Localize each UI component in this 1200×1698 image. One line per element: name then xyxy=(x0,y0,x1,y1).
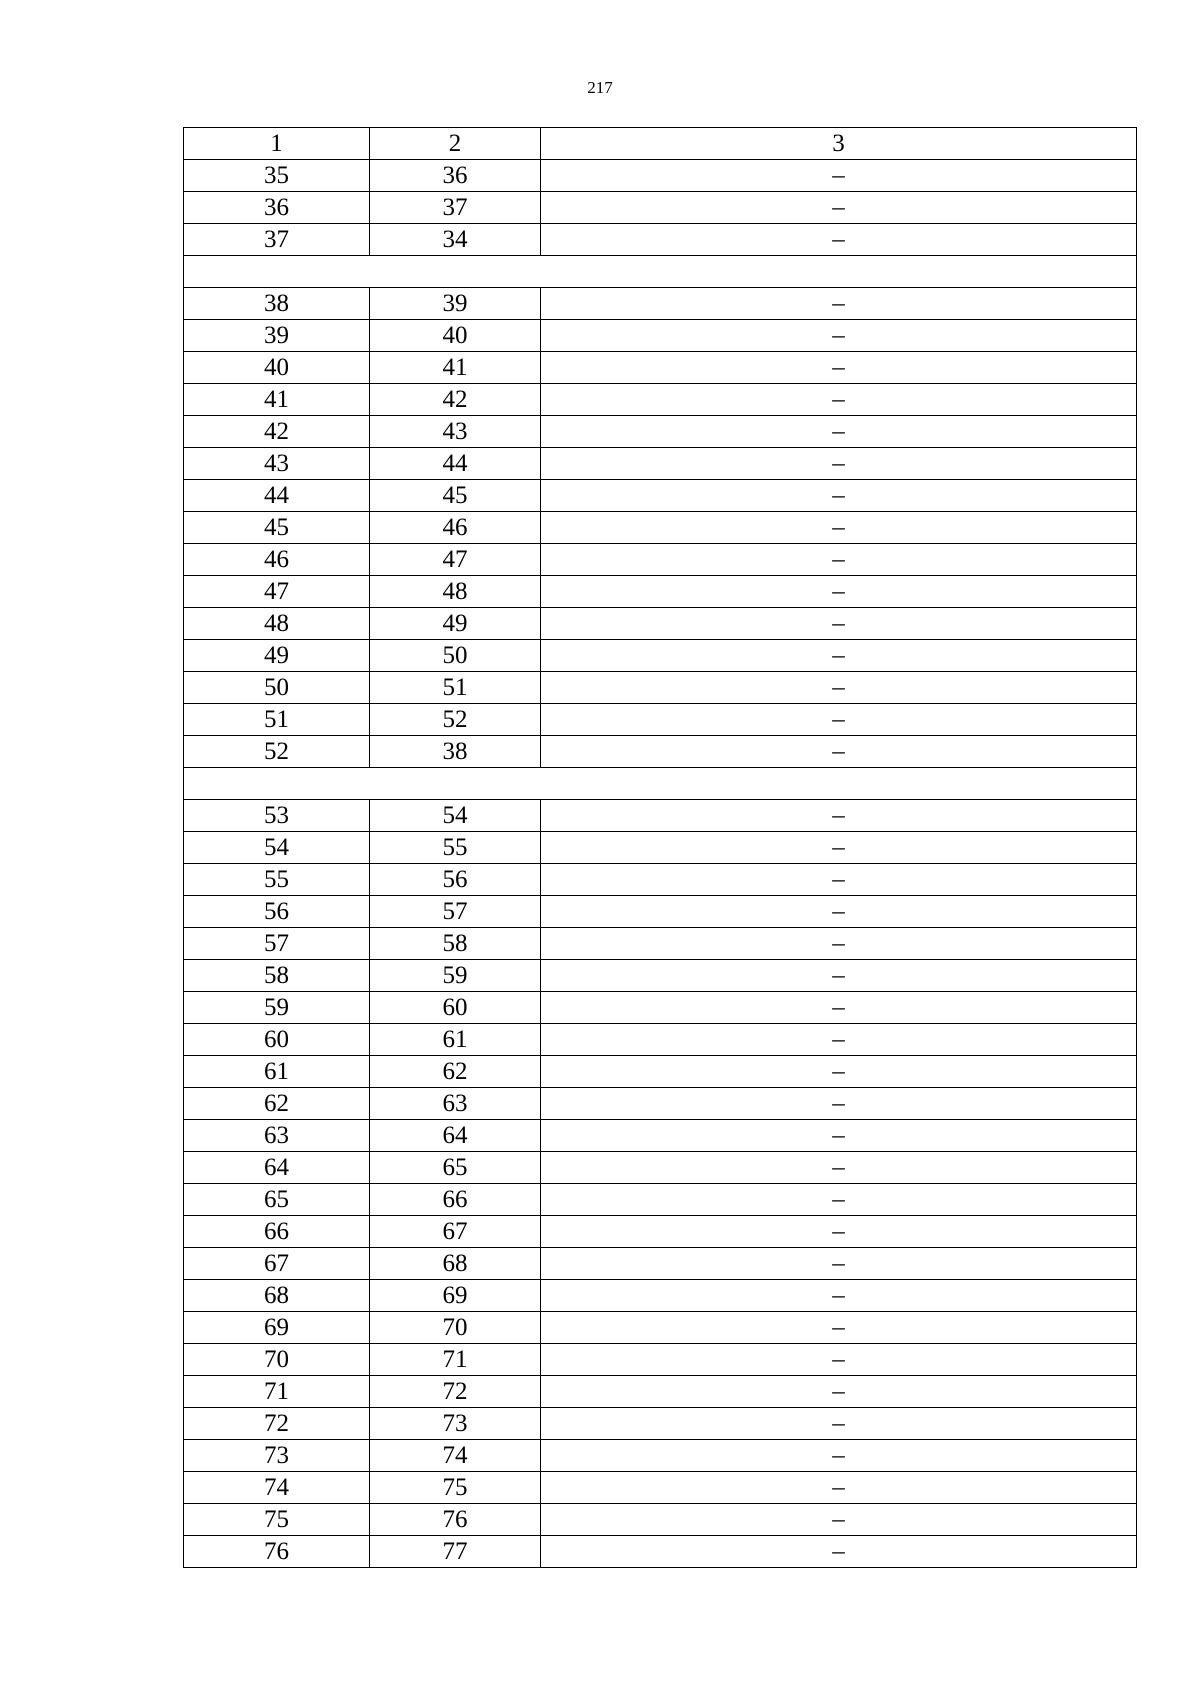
to-cell: 67 xyxy=(370,1216,541,1248)
to-cell: 52 xyxy=(370,704,541,736)
value-cell: – xyxy=(541,1344,1137,1376)
to-cell: 62 xyxy=(370,1056,541,1088)
value-cell: – xyxy=(541,992,1137,1024)
to-cell: 41 xyxy=(370,352,541,384)
table-body xyxy=(184,128,1137,1568)
value-cell: – xyxy=(541,672,1137,704)
from-cell: 73 xyxy=(184,1440,370,1472)
to-cell: 34 xyxy=(370,224,541,256)
from-cell: 38 xyxy=(184,288,370,320)
value-cell: – xyxy=(541,1440,1137,1472)
value-cell: – xyxy=(541,832,1137,864)
value-cell: – xyxy=(541,704,1137,736)
table-row xyxy=(184,448,1137,480)
from-cell: 42 xyxy=(184,416,370,448)
to-cell: 68 xyxy=(370,1248,541,1280)
value-cell: – xyxy=(541,864,1137,896)
table-row xyxy=(184,320,1137,352)
from-cell: 43 xyxy=(184,448,370,480)
table-row xyxy=(184,1248,1137,1280)
value-cell: – xyxy=(541,1312,1137,1344)
value-cell: – xyxy=(541,1120,1137,1152)
to-cell: 60 xyxy=(370,992,541,1024)
from-cell: 64 xyxy=(184,1152,370,1184)
to-cell: 40 xyxy=(370,320,541,352)
value-cell: – xyxy=(541,192,1137,224)
value-cell: – xyxy=(541,1216,1137,1248)
value-cell: – xyxy=(541,1504,1137,1536)
to-cell: 69 xyxy=(370,1280,541,1312)
data-table xyxy=(183,127,1137,1568)
from-cell: 70 xyxy=(184,1344,370,1376)
value-cell: – xyxy=(541,800,1137,832)
to-cell: 47 xyxy=(370,544,541,576)
from-cell: 63 xyxy=(184,1120,370,1152)
value-cell: – xyxy=(541,224,1137,256)
table-row xyxy=(184,576,1137,608)
table-row xyxy=(184,1120,1137,1152)
value-cell: – xyxy=(541,512,1137,544)
table-row xyxy=(184,1344,1137,1376)
table-row xyxy=(184,352,1137,384)
from-cell: 55 xyxy=(184,864,370,896)
value-cell: – xyxy=(541,384,1137,416)
to-cell: 59 xyxy=(370,960,541,992)
table-row xyxy=(184,608,1137,640)
value-cell: – xyxy=(541,1280,1137,1312)
to-cell: 55 xyxy=(370,832,541,864)
value-cell: – xyxy=(541,1184,1137,1216)
to-cell: 56 xyxy=(370,864,541,896)
value-cell: – xyxy=(541,1088,1137,1120)
page-number: 217 xyxy=(587,78,613,97)
to-cell: 37 xyxy=(370,192,541,224)
to-cell: 77 xyxy=(370,1536,541,1568)
to-cell: 50 xyxy=(370,640,541,672)
from-cell: 41 xyxy=(184,384,370,416)
from-cell: 68 xyxy=(184,1280,370,1312)
from-cell: 71 xyxy=(184,1376,370,1408)
value-cell: – xyxy=(541,416,1137,448)
from-cell: 36 xyxy=(184,192,370,224)
from-cell: 44 xyxy=(184,480,370,512)
table-row xyxy=(184,1088,1137,1120)
table-row xyxy=(184,640,1137,672)
table-row xyxy=(184,512,1137,544)
table-row xyxy=(184,1312,1137,1344)
table-row xyxy=(184,672,1137,704)
value-cell: – xyxy=(541,1408,1137,1440)
from-cell: 49 xyxy=(184,640,370,672)
from-cell: 66 xyxy=(184,1216,370,1248)
table-row xyxy=(184,1376,1137,1408)
value-cell: – xyxy=(541,1472,1137,1504)
to-cell: 73 xyxy=(370,1408,541,1440)
value-cell: – xyxy=(541,1152,1137,1184)
from-cell: 52 xyxy=(184,736,370,768)
value-cell: – xyxy=(541,928,1137,960)
table-row xyxy=(184,896,1137,928)
value-cell: – xyxy=(541,576,1137,608)
value-cell: – xyxy=(541,320,1137,352)
from-cell: 65 xyxy=(184,1184,370,1216)
table-row xyxy=(184,160,1137,192)
column-header: 3 xyxy=(541,128,1137,160)
value-cell: – xyxy=(541,960,1137,992)
table-row xyxy=(184,704,1137,736)
table-row xyxy=(184,224,1137,256)
table-row xyxy=(184,864,1137,896)
from-cell: 76 xyxy=(184,1536,370,1568)
table-row xyxy=(184,384,1137,416)
value-cell: – xyxy=(541,480,1137,512)
from-cell: 60 xyxy=(184,1024,370,1056)
to-cell: 76 xyxy=(370,1504,541,1536)
from-cell: 48 xyxy=(184,608,370,640)
table-row xyxy=(184,1504,1137,1536)
value-cell: – xyxy=(541,1376,1137,1408)
from-cell: 40 xyxy=(184,352,370,384)
to-cell: 74 xyxy=(370,1440,541,1472)
column-header: 1 xyxy=(184,128,370,160)
group-separator-cell xyxy=(184,768,1137,800)
table-row xyxy=(184,1408,1137,1440)
from-cell: 45 xyxy=(184,512,370,544)
to-cell: 61 xyxy=(370,1024,541,1056)
from-cell: 56 xyxy=(184,896,370,928)
value-cell: – xyxy=(541,640,1137,672)
to-cell: 46 xyxy=(370,512,541,544)
table-row xyxy=(184,800,1137,832)
table-row xyxy=(184,1280,1137,1312)
from-cell: 67 xyxy=(184,1248,370,1280)
from-cell: 51 xyxy=(184,704,370,736)
to-cell: 70 xyxy=(370,1312,541,1344)
table-row xyxy=(184,288,1137,320)
value-cell: – xyxy=(541,608,1137,640)
to-cell: 65 xyxy=(370,1152,541,1184)
from-cell: 39 xyxy=(184,320,370,352)
value-cell: – xyxy=(541,736,1137,768)
to-cell: 38 xyxy=(370,736,541,768)
table-row xyxy=(184,480,1137,512)
to-cell: 48 xyxy=(370,576,541,608)
table-row xyxy=(184,1536,1137,1568)
table-row xyxy=(184,1024,1137,1056)
value-cell: – xyxy=(541,544,1137,576)
table-row xyxy=(184,416,1137,448)
table-row xyxy=(184,1184,1137,1216)
to-cell: 66 xyxy=(370,1184,541,1216)
to-cell: 39 xyxy=(370,288,541,320)
value-cell: – xyxy=(541,160,1137,192)
table-row xyxy=(184,1472,1137,1504)
from-cell: 54 xyxy=(184,832,370,864)
to-cell: 44 xyxy=(370,448,541,480)
table-row xyxy=(184,1152,1137,1184)
table-row xyxy=(184,1216,1137,1248)
value-cell: – xyxy=(541,288,1137,320)
from-cell: 75 xyxy=(184,1504,370,1536)
to-cell: 51 xyxy=(370,672,541,704)
to-cell: 43 xyxy=(370,416,541,448)
table-row xyxy=(184,736,1137,768)
to-cell: 58 xyxy=(370,928,541,960)
value-cell: – xyxy=(541,1536,1137,1568)
table-row xyxy=(184,992,1137,1024)
table-row xyxy=(184,192,1137,224)
group-separator-row xyxy=(184,768,1137,800)
to-cell: 36 xyxy=(370,160,541,192)
from-cell: 37 xyxy=(184,224,370,256)
value-cell: – xyxy=(541,352,1137,384)
group-separator-cell xyxy=(184,256,1137,288)
table-row xyxy=(184,1440,1137,1472)
from-cell: 59 xyxy=(184,992,370,1024)
table-row xyxy=(184,960,1137,992)
table-row xyxy=(184,544,1137,576)
from-cell: 62 xyxy=(184,1088,370,1120)
to-cell: 63 xyxy=(370,1088,541,1120)
from-cell: 50 xyxy=(184,672,370,704)
from-cell: 46 xyxy=(184,544,370,576)
to-cell: 71 xyxy=(370,1344,541,1376)
to-cell: 64 xyxy=(370,1120,541,1152)
from-cell: 69 xyxy=(184,1312,370,1344)
from-cell: 58 xyxy=(184,960,370,992)
to-cell: 45 xyxy=(370,480,541,512)
from-cell: 35 xyxy=(184,160,370,192)
from-cell: 74 xyxy=(184,1472,370,1504)
from-cell: 61 xyxy=(184,1056,370,1088)
table-row xyxy=(184,832,1137,864)
table-header-row xyxy=(184,128,1137,160)
table-row xyxy=(184,928,1137,960)
from-cell: 53 xyxy=(184,800,370,832)
to-cell: 57 xyxy=(370,896,541,928)
to-cell: 75 xyxy=(370,1472,541,1504)
value-cell: – xyxy=(541,1056,1137,1088)
to-cell: 49 xyxy=(370,608,541,640)
from-cell: 72 xyxy=(184,1408,370,1440)
value-cell: – xyxy=(541,1248,1137,1280)
to-cell: 54 xyxy=(370,800,541,832)
group-separator-row xyxy=(184,256,1137,288)
table-row xyxy=(184,1056,1137,1088)
to-cell: 42 xyxy=(370,384,541,416)
value-cell: – xyxy=(541,1024,1137,1056)
from-cell: 57 xyxy=(184,928,370,960)
value-cell: – xyxy=(541,896,1137,928)
column-header: 2 xyxy=(370,128,541,160)
to-cell: 72 xyxy=(370,1376,541,1408)
value-cell: – xyxy=(541,448,1137,480)
from-cell: 47 xyxy=(184,576,370,608)
